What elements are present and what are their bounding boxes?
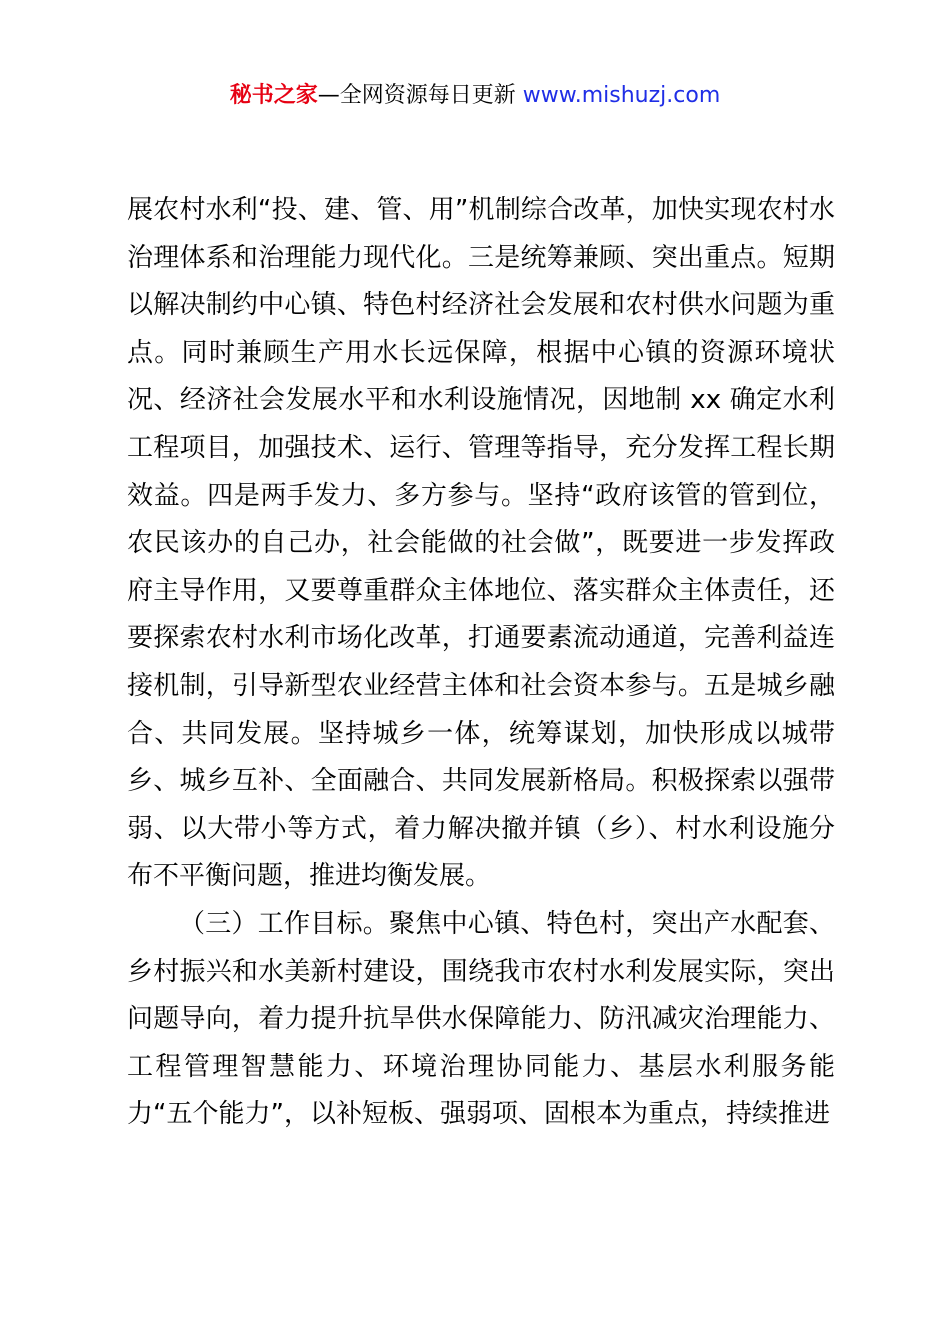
document-body: [127, 187, 835, 1139]
header-tagline: —全网资源每日更新: [317, 83, 516, 108]
brand-name: 秘书之家: [229, 83, 318, 108]
paragraph-continuation: 展农村水利“投、建、管、用”机制综合改革，加快实现农村水治理体系和治理能力现代化。三是统筹兼顾、突出重点。短期以解决制约中心镇、特色村经济社会发展和农村供水问题为重点。同时兼顾生产用水长远保障，根据中心镇的资源环境状况、经济社会发展水平和水利设施情况，因地制 xx 确定水利工程项目，加强技术、运行、管理等指导，充分发挥工程长期效益。四是两手发力、多方参与。坚持“政府该管的管到位，农民该办的自己办，社会能做的社会做”，既要进一步发挥政府主导作用，又要尊重群众主体地位、落实群众主体责任，还要探索农村水利市场化改革，打通要素流动通道，完善利益连接机制，引导新型农业经营主体和社会资本参与。五是城乡融合、共同发展。坚持城乡一体，统筹谋划，加快形成以城带乡、城乡互补、全面融合、共同发展新格局。积极探索以强带弱、以大带小等方式，着力解决撤并镇（乡）、村水利设施分布不平衡问题，推进均衡发展。: [127, 195, 835, 892]
paragraph-work-goals: （三）工作目标。聚焦中心镇、特色村，突出产水配套、乡村振兴和水美新村建设，围绕我市农村水利发展实际，突出问题导向，着力提升抗旱供水保障能力、防汛减灾治理能力、工程管理智慧能力、环境治理协同能力、基层水利服务能力“五个能力”，以补短板、强弱项、固根本为重点，持续推进: [127, 908, 835, 1130]
page-header: [0, 80, 950, 112]
site-url-link[interactable]: www.mishuzj.com: [522, 83, 721, 108]
